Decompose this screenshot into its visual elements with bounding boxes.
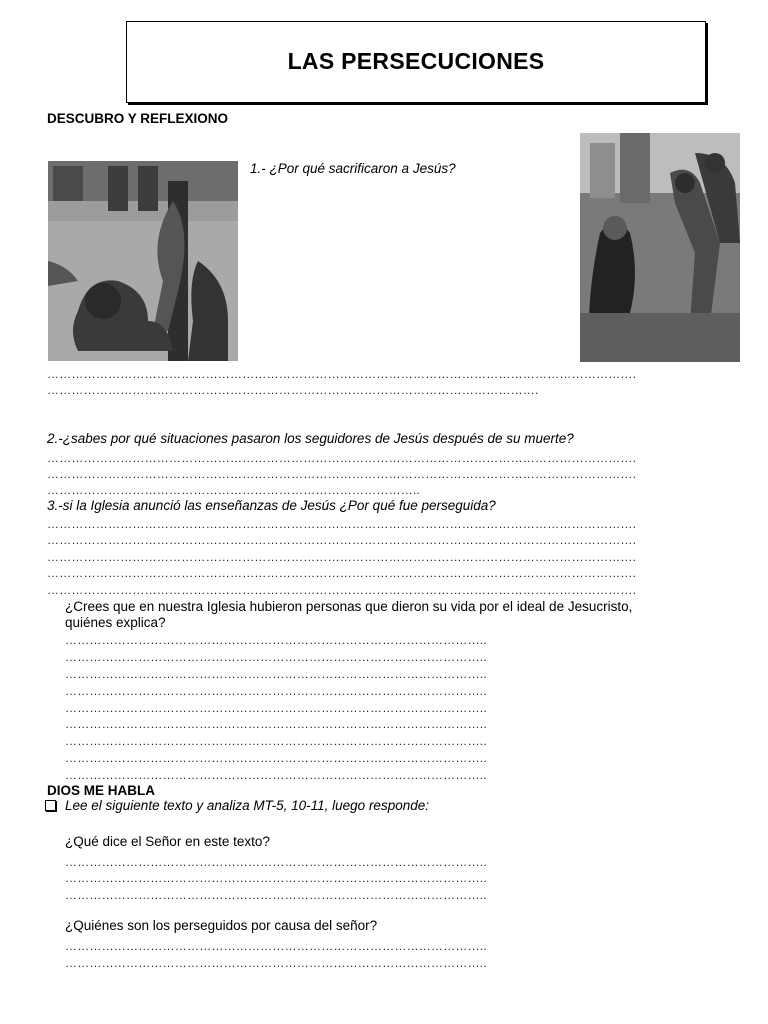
- question-5: ¿Qué dice el Señor en este texto?: [65, 834, 270, 849]
- page-title: LAS PERSECUCIONES: [287, 48, 545, 74]
- answer-line[interactable]: ……………………………………………………………………………………………………………………………….: [47, 368, 637, 380]
- answer-line[interactable]: ……………………………………………………………………………………………………………………………….: [47, 567, 637, 579]
- answer-line[interactable]: …………………………………………………………………………………………..: [65, 752, 487, 764]
- answer-line[interactable]: ………………………………………………………………………………………………………….: [47, 384, 539, 396]
- answer-line[interactable]: …………………………………………………………………………………………..: [65, 872, 487, 884]
- answer-line[interactable]: ……………………………………………………………………………………………………………………………….: [47, 452, 637, 464]
- answer-line[interactable]: …………………………………………………………………………………………..: [65, 889, 487, 901]
- question-2: 2.-¿sabes por qué situaciones pasaron los seguidores de Jesús después de su muerte?: [47, 431, 574, 446]
- answer-line[interactable]: …………………………………………………………………………………………..: [65, 634, 487, 646]
- question-4-line-2: quiénes explica?: [65, 615, 166, 630]
- arena-lion-illustration: [48, 161, 238, 361]
- checkbox-icon: [45, 800, 56, 811]
- answer-line[interactable]: …………………………………………………………………………………………..: [65, 769, 487, 781]
- answer-line[interactable]: …………………………………………………………………………………………..: [65, 718, 487, 730]
- section-heading-dios: DIOS ME HABLA: [47, 783, 155, 798]
- answer-line[interactable]: ………………………………………………………………………………..: [47, 484, 421, 496]
- answer-line[interactable]: ……………………………………………………………………………………………………………………………….: [47, 534, 637, 546]
- answer-line[interactable]: …………………………………………………………………………………………..: [65, 651, 487, 663]
- answer-line[interactable]: …………………………………………………………………………………………..: [65, 668, 487, 680]
- answer-line[interactable]: …………………………………………………………………………………………..: [65, 735, 487, 747]
- section-heading-descubro: DESCUBRO Y REFLEXIONO: [47, 111, 229, 126]
- question-1: 1.- ¿Por qué sacrificaron a Jesús?: [250, 161, 456, 176]
- answer-line[interactable]: …………………………………………………………………………………………..: [65, 702, 487, 714]
- instruction: Lee el siguiente texto y analiza MT-5, 10-11, luego responde:: [65, 798, 429, 813]
- question-6: ¿Quiénes son los perseguidos por causa del señor?: [65, 918, 378, 933]
- question-4-line-1: ¿Crees que en nuestra Iglesia hubieron personas que dieron su vida por el ideal de Jesucristo,: [65, 599, 633, 614]
- answer-line[interactable]: ……………………………………………………………………………………………………………………………….: [47, 468, 637, 480]
- question-3: 3.-si la Iglesia anunció las enseñanzas de Jesús ¿Por qué fue perseguida?: [47, 498, 496, 513]
- answer-line[interactable]: ……………………………………………………………………………………………………………………………….: [47, 551, 637, 563]
- title-box: [126, 21, 706, 103]
- answer-line[interactable]: …………………………………………………………………………………………..: [65, 685, 487, 697]
- answer-line[interactable]: …………………………………………………………………………………………..: [65, 856, 487, 868]
- answer-line[interactable]: ……………………………………………………………………………………………………………………………….: [47, 584, 637, 596]
- stoning-illustration: [580, 133, 740, 362]
- answer-line[interactable]: …………………………………………………………………………………………..: [65, 940, 487, 952]
- answer-line[interactable]: …………………………………………………………………………………………..: [65, 957, 487, 969]
- answer-line[interactable]: ……………………………………………………………………………………………………………………………….: [47, 518, 637, 530]
